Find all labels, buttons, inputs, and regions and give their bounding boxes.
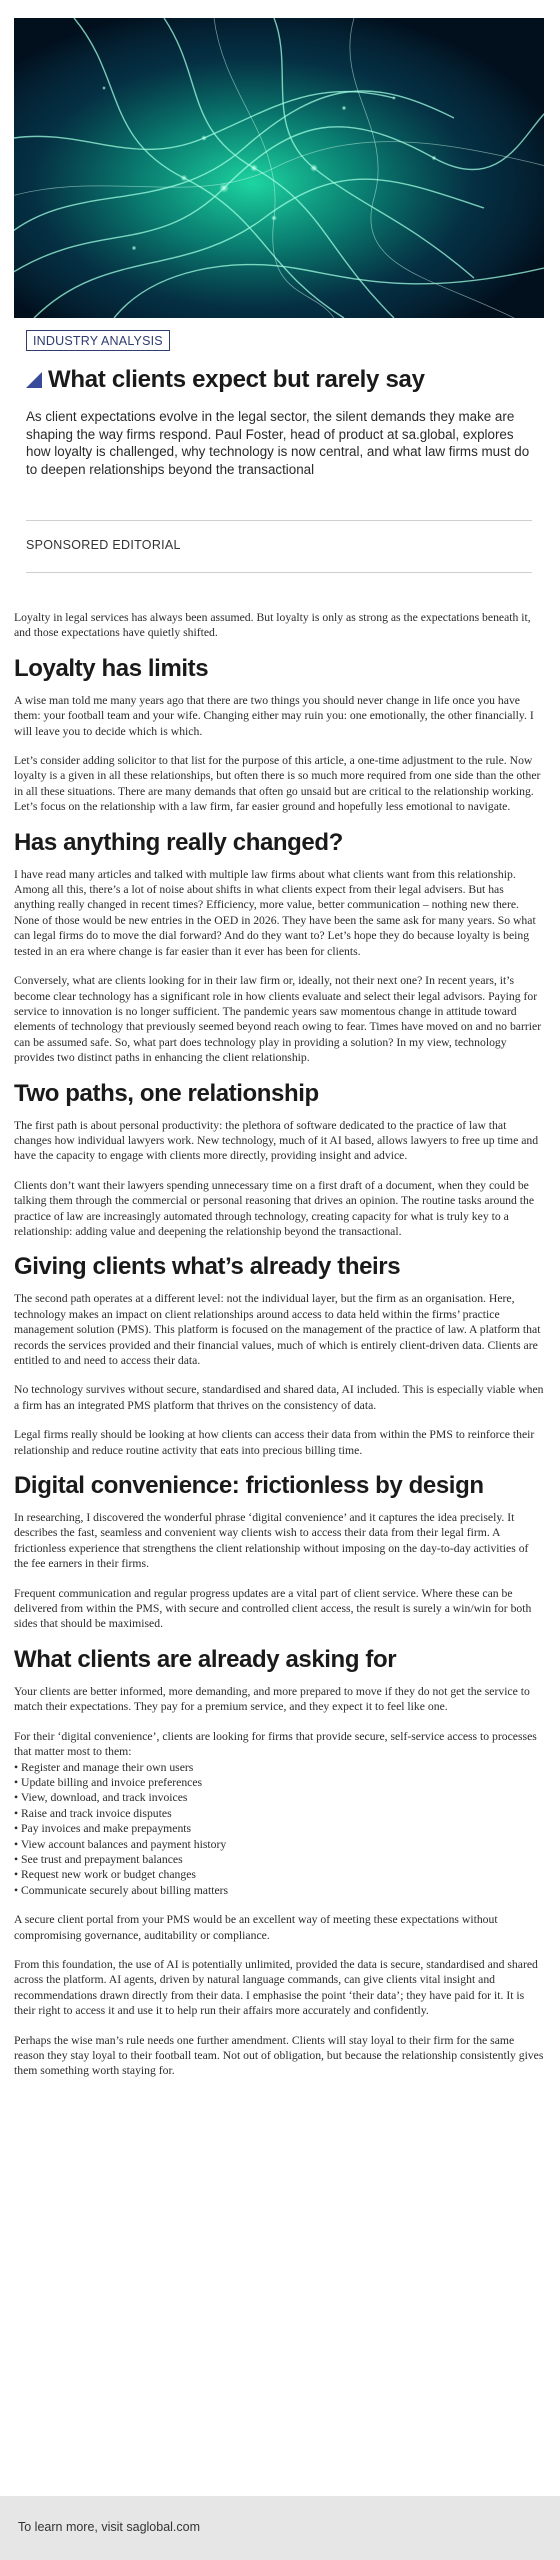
paragraph: A wise man told me many years ago that there are two things you should never change in life once you have them: your football team and your wife. Changing either may ruin you: one emotionally, the other financially. I will leave you to decide which is which. [14,693,534,738]
paragraph: Legal firms really should be looking at how clients can access their data from within the PMS to reinforce their relationship and reduce routine activity that eats into precious billing time. [14,1428,535,1457]
list-item: • See trust and prepayment balances [14,1852,544,1867]
paragraph: The first path is about personal productivity: the plethora of software dedicated to the practice of law that changes how individual lawyers work. New technology, much of it AI based, allows lawyers to free up time and have the capacity to engage with clients more directly, providing insight and advice. [14,1118,539,1163]
sponsored-label: SPONSORED EDITORIAL [26,538,181,552]
section-heading: Giving clients what’s already theirs [14,1253,401,1281]
article-body [14,610,544,2093]
hero-abstract-graphic [14,18,544,318]
paragraph: Frequent communication and regular progress updates are a vital part of client service. Where these can be delivered from within the PMS, with secure and controlled client access, the result is surely a win/win for both sides that should be maximised. [14,1586,532,1631]
paragraph: I have read many articles and talked with multiple law firms about what clients want from this relationship. Among all this, there’s a lot of noise about shifts in what clients expect from their legal advisers. But has anything really changed in recent times? Efficiency, more value, better communication – nothing new there. None of those would be new entries in the OED in 2026. They have been the same ask for many years. So what can legal firms do to move the dial forward? And do they want to? Let’s hope they do because loyalty is being tested in an era where change is far easier than it ever has been for clients. [14,867,536,958]
list-item: • View account balances and payment history [14,1837,544,1852]
paragraph: No technology survives without secure, standardised and shared data, AI included. This is especially viable when a firm has an integrated PMS platform that thrives on the consistency of data. [14,1383,544,1412]
list-item: • View, download, and track invoices [14,1790,544,1805]
paragraph: Conversely, what are clients looking for in their law firm or, ideally, not their next one? In recent years, it’s become clear technology has a significant role in how clients evaluate and select their legal advisors. Paying for service to innovation is no longer sufficient. The pandemic years saw momentous change in attitude toward elements of technology that previously seemed beyond reach owing to fear. Times have moved on and no barrier can be assumed safe. So, what part does technology play in providing a solution? In my view, technology provides two distinct paths in enhancing the client relationship. [14,974,542,1065]
list-item: • Communicate securely about billing matters [14,1883,544,1898]
paragraph: Let’s consider adding solicitor to that list for the purpose of this article, a one-time adjustment to the rule. Now loyalty is a given in all these relationships, but often there is so much more required from one side than the other in all these situations. There are many demands that often go unsaid but are critical to the relationship working. Let’s focus on the relationship with a law firm, far easier ground and hopefully less emotional to navigate. [14,754,541,814]
paragraph: In researching, I discovered the wonderful phrase ‘digital convenience’ and it captures the idea precisely. It describes the fast, seamless and convenient way clients wish to access their data from their legal firm. A frictionless experience that strengthens the client relationship without imposing on the day-to-day activities of the fee earners in their firms. [14,1511,529,1571]
section-heading: Loyalty has limits [14,654,209,682]
section-heading: Two paths, one relationship [14,1079,319,1107]
list-item: • Update billing and invoice preferences [14,1775,544,1790]
headline [26,366,425,394]
divider-bottom [26,572,532,573]
section-heading: What clients are already asking for [14,1645,397,1673]
paragraph: A secure client portal from your PMS would be an excellent way of meeting these expectations without compromising governance, auditability or compliance. [14,1913,498,1942]
paragraph: Your clients are better informed, more demanding, and more prepared to move if they do not get the service to match their expectations. They pay for a premium service, and they expect it to feel like one. [14,1684,530,1714]
paragraph: Clients don’t want their lawyers spending unnecessary time on a first draft of a document, when they could be talking them through the commercial or personal reasoning that drives an opinion. The routine tasks around the practice of law are increasingly automated through technology, creating capacity for what is truly key to a relationship: adding value and deepening the relationship beyond the transactional. [14,1178,535,1238]
paragraph: Perhaps the wise man’s rule needs one further amendment. Clients will stay loyal to their firm for the same reason they stay loyal to their football team. Not out of obligation, but because the relationship consistently gives them something worth staying for. [14,2033,544,2078]
footer-bar [0,2496,560,2560]
list-item: • Request new work or budget changes [14,1867,544,1882]
section-heading: Has anything really changed? [14,828,343,856]
hero-image [14,18,544,318]
standfirst: As client expectations evolve in the legal sector, the silent demands they make are shaping the way firms respond. Paul Foster, head of product at sa.global, explores how loyalty is challenged, why technology is now central, and what law firms must do to deepen relationships beyond the transactional [26,409,530,477]
section-heading: Digital convenience: frictionless by design [14,1472,484,1500]
divider-top [26,520,532,521]
paragraph: The second path operates at a different level: not the individual layer, but the firm as an organisation. Here, technology makes an impact on client relationships around access to data held within the firms’ practice management solution (PMS). This platform is focused on the management of the practice of law. A platform that records the services provided and their financial values, much of which is entirely client-driven data. Clients are entitled to and need to access their data. [14,1292,541,1367]
category-tag: INDUSTRY ANALYSIS [26,330,170,351]
footer-cta[interactable]: To learn more, visit saglobal.com [18,2520,201,2534]
paragraph: From this foundation, the use of AI is potentially unlimited, provided the data is secure, standardised and shared across the platform. AI agents, driven by natural language commands, can give clients vital insight and recommendations drawn directly from their data. I emphasise the point ‘their data’; they have paid for it. It is their right to access it and use it to help run their affairs more accurately and confidently. [14,1957,538,2018]
triangle-marker-icon [26,372,42,388]
page-title: What clients expect but rarely say [48,366,425,393]
paragraph: For their ‘digital convenience’, clients are looking for firms that provide secure, self-service access to processes that matter most to them: [14,1729,537,1759]
list-item: • Raise and track invoice disputes [14,1806,544,1821]
intro-paragraph: Loyalty in legal services has always been assumed. But loyalty is only as strong as the expectations beneath it, and those expectations have quietly shifted. [14,611,531,640]
list-item: • Register and manage their own users [14,1760,544,1775]
list-item: • Pay invoices and make prepayments [14,1821,544,1836]
client-needs-list [14,1760,544,1899]
